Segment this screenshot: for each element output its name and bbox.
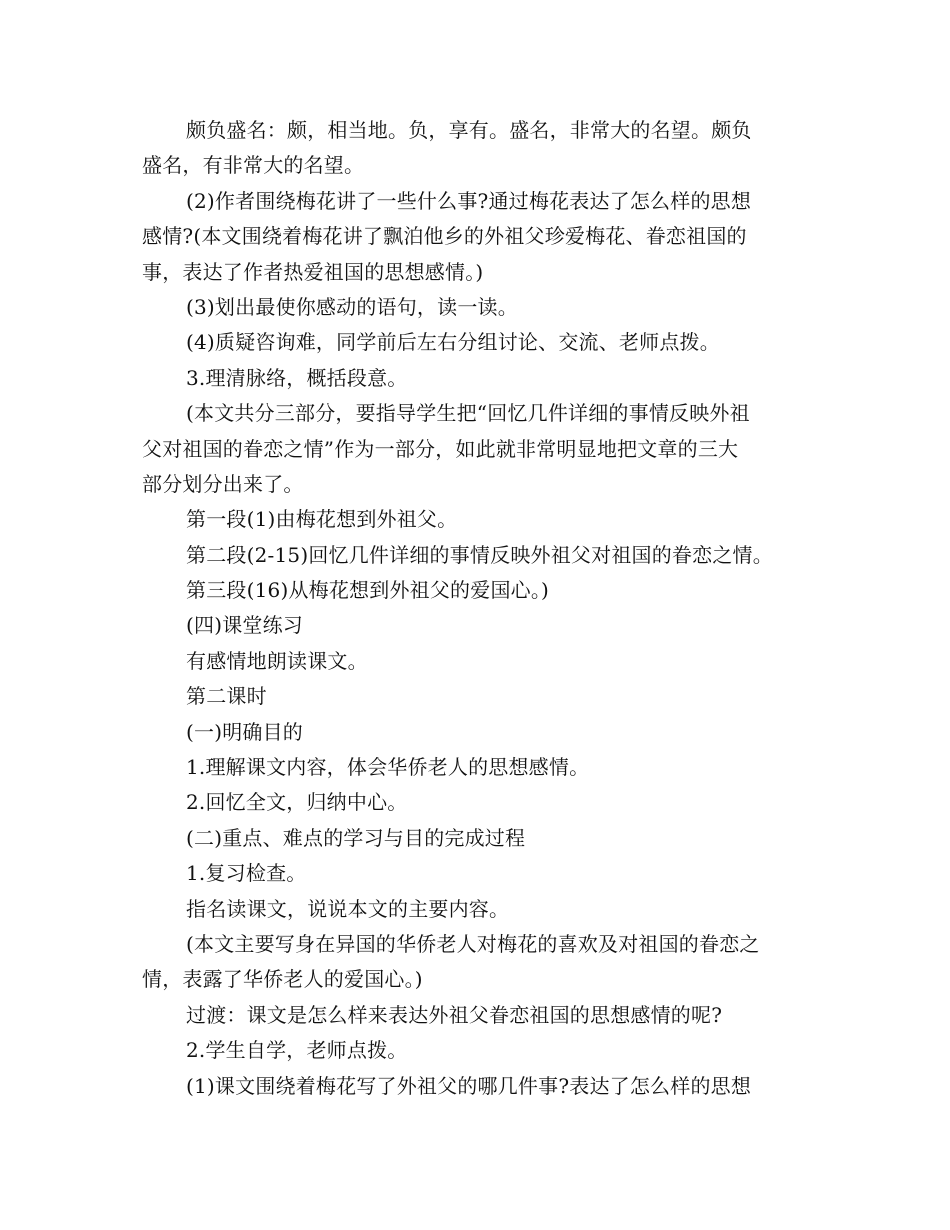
text-line: 感情?(本文围绕着梅花讲了飘泊他乡的外祖父珍爱梅花、眷恋祖国的	[142, 224, 747, 249]
text-line: 过渡：课文是怎么样来表达外祖父眷恋祖国的思想感情的呢?	[186, 1002, 723, 1027]
text-line: 事，表达了作者热爱祖国的思想感情。)	[142, 259, 484, 284]
section-heading: (二)重点、难点的学习与目的完成过程	[186, 825, 526, 850]
text-line: 第一段(1)由梅花想到外祖父。	[186, 507, 458, 532]
section-heading: (四)课堂练习	[186, 613, 304, 638]
section-heading: 2.学生自学，老师点拨。	[186, 1038, 408, 1063]
text-line: (1)课文围绕着梅花写了外祖父的哪几件事?表达了怎么样的思想	[186, 1073, 752, 1098]
section-heading: (一)明确目的	[186, 719, 304, 744]
text-line: 2.回忆全文，归纳中心。	[186, 790, 408, 815]
text-line: (本文主要写身在异国的华侨老人对梅花的喜欢及对祖国的眷恋之	[186, 931, 760, 956]
text-line: (2)作者围绕梅花讲了一些什么事?通过梅花表达了怎么样的思想	[186, 188, 752, 213]
text-line: 第二段(2-15)回忆几件详细的事情反映外祖父对祖国的眷恋之情。	[186, 542, 773, 567]
text-line: (3)划出最使你感动的语句，读一读。	[186, 294, 518, 319]
text-line: 有感情地朗读课文。	[186, 648, 368, 673]
document-page	[142, 113, 810, 1104]
text-line: 父对祖国的眷恋之情”作为一部分，如此就非常明显地把文章的三大	[142, 436, 739, 461]
text-line: (本文共分三部分，要指导学生把“回忆几件详细的事情反映外祖	[186, 401, 750, 426]
section-heading: 第二课时	[186, 684, 267, 709]
section-heading: 3.理清脉络，概括段意。	[186, 365, 408, 390]
text-line: 第三段(16)从梅花想到外祖父的爱国心。)	[186, 578, 550, 603]
text-line: (4)质疑咨询难，同学前后左右分组讨论、交流、老师点拨。	[186, 330, 720, 355]
text-line: 盛名，有非常大的名望。	[142, 153, 365, 178]
text-line: 情，表露了华侨老人的爱国心。)	[142, 967, 423, 992]
text-line: 指名读课文，说说本文的主要内容。	[186, 896, 510, 921]
text-line: 部分划分出来了。	[142, 471, 304, 496]
text-line: 1.理解课文内容，体会华侨老人的思想感情。	[186, 755, 590, 780]
section-heading: 1.复习检查。	[186, 861, 307, 886]
text-line: 颇负盛名：颇，相当地。负，享有。盛名，非常大的名望。颇负	[186, 118, 752, 142]
